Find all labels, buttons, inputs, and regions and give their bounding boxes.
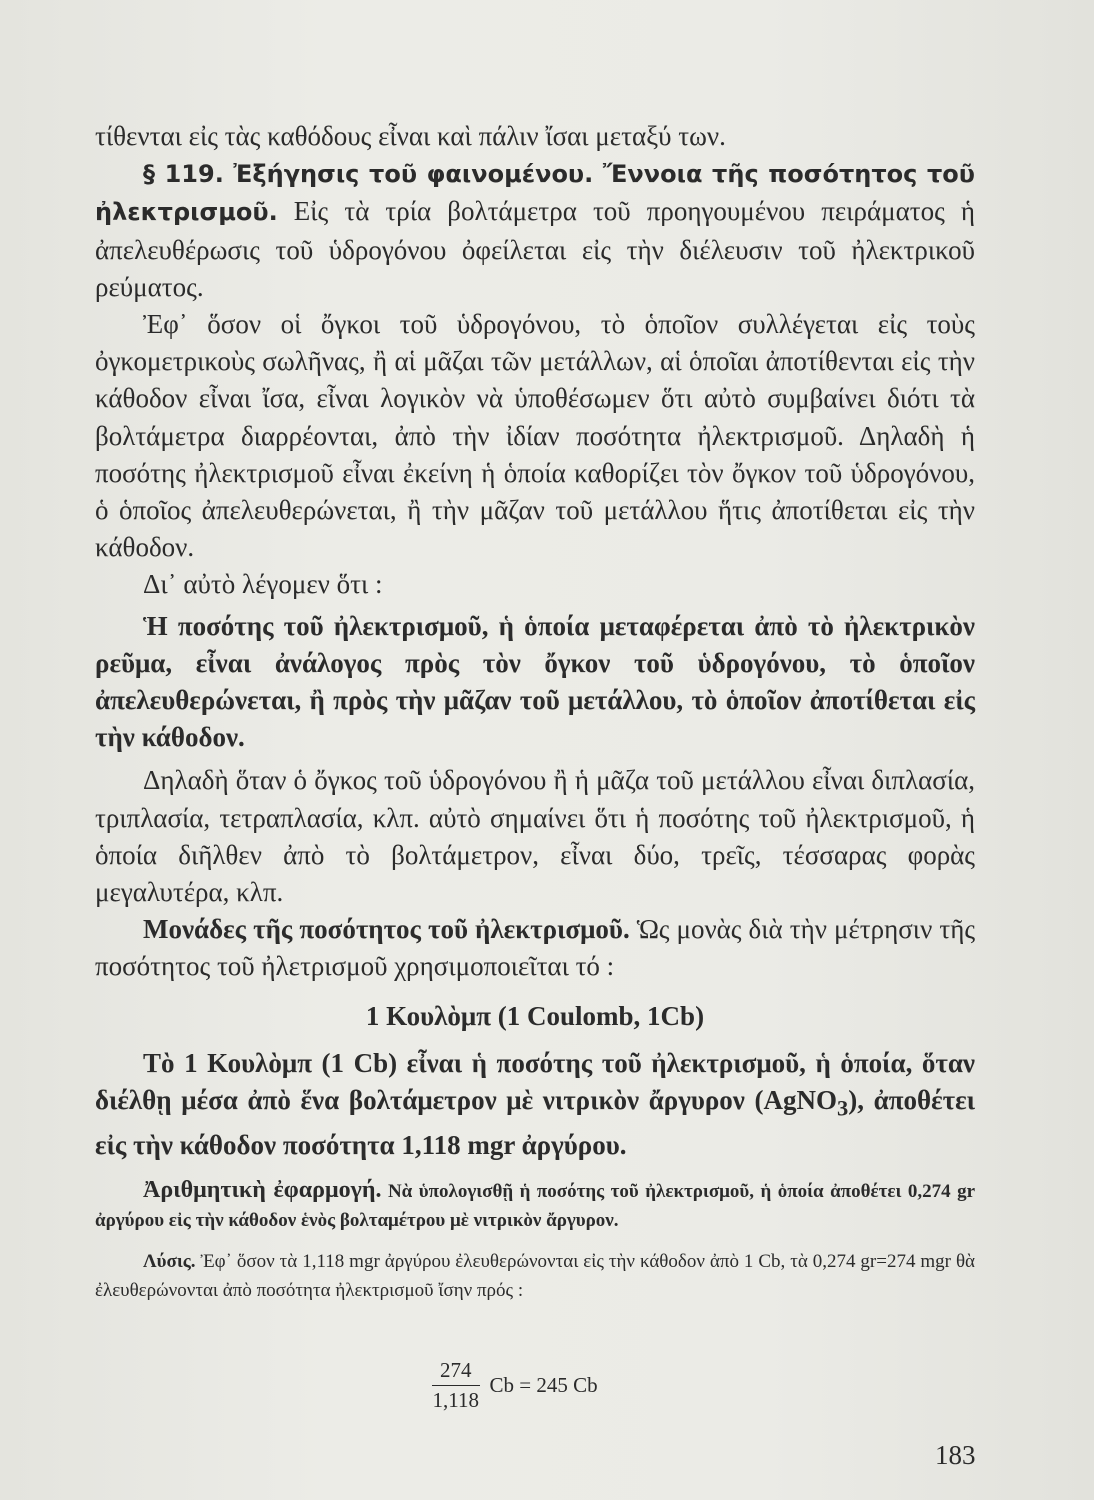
paragraph-therefore: Δι᾽ αὐτὸ λέγομεν ὅτι :: [143, 569, 383, 600]
formula-result: Cb = 245 Cb: [489, 1373, 598, 1397]
paragraph-multiples: Δηλαδὴ ὅταν ὁ ὄγκος τοῦ ὑδρογόνου ἢ ἡ μᾶζα τοῦ μετάλλου εἶναι διπλασία, τριπλασία, τετραπλασία, κλπ. αὐτὸ σημαίνει ὅτι ἡ ποσότης τοῦ ἠλεκτρισμοῦ, ἡ ὁποία διῆλθεν ἀπὸ τὸ βολτάμετρον, εἶναι δύο, τρεῖς, τέσσαρας φορὰς μεγαλυτέρα, κλπ.: [95, 765, 975, 908]
definition-part-b: ), ἀποθέτει εἰς τὴν κάθοδον ποσότητα 1,118 mgr ἀργύρου.: [95, 1085, 976, 1160]
body-text: [95, 118, 975, 1305]
section-119: [95, 155, 975, 306]
solution-paragraph: [95, 1247, 975, 1305]
solution-body: Ἐφ᾽ ὅσον τὰ 1,118 mgr ἀργύρου ἐλευθερώνονται εἰς τὴν κάθοδον ἀπὸ 1 Cb, τὰ 0,274 gr=274 mgr θὰ ἐλευθερώνονται ἀπὸ ποσότητα ἠλεκτρισμοῦ ἴσην πρός :: [95, 1250, 976, 1301]
exercise-body: Νὰ ὑπολογισθῇ ἡ ποσότης τοῦ ἠλεκτρισμοῦ, ἡ ὁποία ἀποθέτει 0,274 gr ἀργύρου εἰς τὴν κάθοδον ἑνὸς βολταμέτρου μὲ νιτρικὸν ἄργυρον.: [95, 1180, 976, 1231]
definition-subscript: 3: [837, 1095, 849, 1121]
units-paragraph: [95, 911, 975, 985]
solution-title: Λύσις.: [143, 1250, 196, 1272]
section-119-body: Εἰς τὰ τρία βολτάμετρα τοῦ προηγουμένου πειράματος ἡ ἀπελευθέρωσις τοῦ ὑδρογόνου ὀφείλεται εἰς τὴν διέλευσιν τοῦ ἠλεκτρικοῦ ρεύματος.: [95, 196, 975, 302]
fraction-denominator: 1,118: [432, 1388, 479, 1412]
definition-part-a: Τὸ 1 Κουλὸμπ (1 Cb) εἶναι ἡ ποσότης τοῦ ἠλεκτρισμοῦ, ἡ ὁποία, ὅταν διέλθῃ μέσα ἀπὸ ἕνα βολτάμετρον μὲ νιτρικὸν ἄργυρον (AgNO: [95, 1047, 975, 1116]
page-number: 183: [935, 1440, 976, 1470]
principle-statement: Ἡ ποσότης τοῦ ἠλεκτρισμοῦ, ἡ ὁποία μεταφέρεται ἀπὸ τὸ ἠλεκτρικὸν ρεῦμα, εἶναι ἀνάλογος πρὸς τὸν ὄγκον τοῦ ὑδρογόνου, τὸ ὁποῖον ἀπελευθερώνεται, ἢ πρὸς τὴν μᾶζαν τοῦ μετάλλου, τὸ ὁποῖον ἀποτίθεται εἰς τὴν κάθοδον.: [95, 610, 975, 753]
paragraph-volumes: Ἐφ᾽ ὅσον οἱ ὄγκοι τοῦ ὑδρογόνου, τὸ ὁποῖον συλλέγεται εἰς τοὺς ὀγκομετρικοὺς σωλῆνας, ἢ αἱ μᾶζαι τῶν μετάλλων, αἱ ὁποῖαι ἀποτίθενται εἰς τὴν κάθοδον εἶναι ἴσα, εἶναι λογικὸν νὰ ὑποθέσωμεν ὅτι αὐτὸ συμβαίνει διότι τὰ βολτάμετρα διαρρέονται, ἀπὸ τὴν ἰδίαν ποσότητα ἠλεκτρισμοῦ. Δηλαδὴ ἡ ποσότης ἠλεκτρισμοῦ εἶναι ἐκείνη ἡ ὁποία καθορίζει τὸν ὄγκον τοῦ ὑδρογόνου, ὁ ὁποῖος ἀπελευθερώνεται, ἢ τὴν μᾶζαν τοῦ μετάλλου ἥτις ἀποτίθεται εἰς τὴν κάθοδον.: [95, 309, 975, 563]
exercise-title: Ἀριθμητικὴ ἐφαρμογή.: [143, 1176, 382, 1203]
fraction: [432, 1358, 480, 1413]
units-title: Μονάδες τῆς ποσότητος τοῦ ἠλεκτρισμοῦ.: [143, 914, 630, 945]
paragraph-continuation: τίθενται εἰς τὰς καθόδους εἶναι καὶ πάλιν ἴσαι μεταξύ των.: [95, 121, 726, 151]
exercise-paragraph: [95, 1176, 975, 1235]
units-body: Ὡς μονὰς διὰ τὴν μέτρησιν τῆς ποσότητος τοῦ ἠλετρισμοῦ χρησιμοποιεῖται τό :: [95, 914, 976, 982]
section-119-title: § 119. Ἐξήγησις τοῦ φαινομένου. Ἔννοια τῆς ποσότητος τοῦ ἠλεκτρισμοῦ.: [95, 160, 975, 227]
unit-line: 1 Κουλὸμπ (1 Coulomb, 1Cb): [365, 1000, 705, 1031]
formula: [432, 1358, 598, 1413]
coulomb-definition: [95, 1045, 975, 1164]
fraction-numerator: 274: [432, 1358, 480, 1386]
